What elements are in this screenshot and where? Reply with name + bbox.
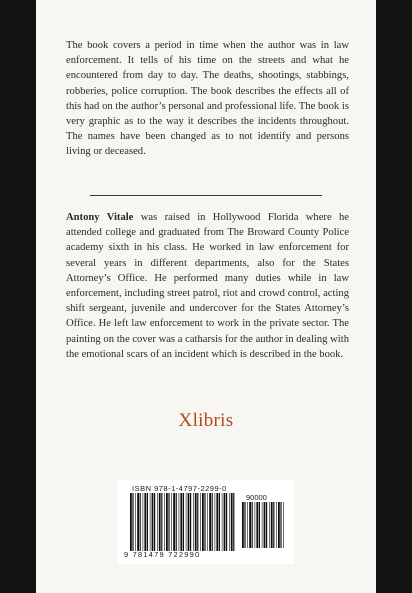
barcode-stripe xyxy=(273,502,274,548)
barcode-stripe xyxy=(216,493,218,551)
author-bio xyxy=(66,210,349,362)
barcode-stripe xyxy=(215,493,216,551)
price-code: 90000 xyxy=(246,493,267,502)
barcode-stripe xyxy=(144,493,146,551)
barcode-panel xyxy=(118,480,294,564)
barcode-stripe xyxy=(224,493,226,551)
barcode-stripe xyxy=(202,493,204,551)
barcode-stripe xyxy=(135,493,136,551)
back-cover xyxy=(36,0,376,593)
barcode-stripe xyxy=(179,493,180,551)
barcode-stripe xyxy=(222,493,223,551)
barcode-stripe xyxy=(264,502,266,548)
author-bio-text: was raised in Hollywood Florida where he attended college and graduated from The Broward County Police academy sixth in his class. He worked in law enforcement for several years in different departments, also for the States Attorney’s Office. He performed many duties while in law enforcement, including street patrol, riot and crowd control, acting shift sergeant, juvenile and undercover for the States Attorney’s Office. He left law enforcement to work in the private sector. The painting on the cover was a catharsis for the author in dealing with the emotional scars of an incident which is described in the book. xyxy=(66,212,349,360)
barcode-stripe xyxy=(164,493,165,551)
barcode-stripe xyxy=(262,502,263,548)
barcode-stripe xyxy=(204,493,205,551)
publisher-logo: Xlibris xyxy=(178,410,234,431)
barcode-stripe xyxy=(168,493,169,551)
barcode-stripe xyxy=(166,493,168,551)
barcode-stripe xyxy=(233,493,234,551)
barcode-stripe xyxy=(283,502,284,548)
barcode-stripe xyxy=(207,493,208,551)
barcode-stripe xyxy=(271,502,273,548)
barcode-stripe xyxy=(173,493,175,551)
barcode-stripe xyxy=(256,502,258,548)
barcode-stripe xyxy=(159,493,161,551)
barcode-stripe xyxy=(130,493,132,551)
barcode-stripe xyxy=(180,493,182,551)
ean-digits: 9 781479 722990 xyxy=(124,550,201,559)
barcode-stripe xyxy=(137,493,139,551)
barcode-stripe xyxy=(154,493,155,551)
barcode-stripe xyxy=(186,493,187,551)
barcode-stripe xyxy=(280,502,281,548)
author-name: Antony Vitale xyxy=(66,212,134,223)
barcode-stripe xyxy=(161,493,162,551)
barcode-stripe xyxy=(190,493,191,551)
barcode-stripe xyxy=(171,493,172,551)
price-barcode xyxy=(242,502,286,548)
barcode-stripe xyxy=(249,502,251,548)
barcode-stripe xyxy=(269,502,270,548)
barcode-stripe xyxy=(183,493,184,551)
isbn-label: ISBN 978-1-4797-2299-0 xyxy=(132,484,227,493)
barcode-stripe xyxy=(132,493,133,551)
ean-barcode xyxy=(130,493,236,551)
barcode-stripe xyxy=(195,493,197,551)
barcode-stripe xyxy=(244,502,245,548)
right-border xyxy=(376,0,412,593)
barcode-stripe xyxy=(152,493,154,551)
barcode-stripe xyxy=(252,502,253,548)
barcode-stripe xyxy=(143,493,144,551)
barcode-stripe xyxy=(157,493,158,551)
barcode-stripe xyxy=(209,493,211,551)
barcode-stripe xyxy=(193,493,194,551)
barcode-stripe xyxy=(219,493,220,551)
barcode-stripe xyxy=(255,502,256,548)
barcode-stripe xyxy=(197,493,198,551)
barcode-stripe xyxy=(229,493,230,551)
barcode-stripe xyxy=(147,493,148,551)
barcode-stripe xyxy=(200,493,201,551)
barcode-stripe xyxy=(188,493,190,551)
barcode-stripe xyxy=(278,502,280,548)
barcode-stripe xyxy=(226,493,227,551)
barcode-stripe xyxy=(276,502,277,548)
divider-rule xyxy=(90,195,322,196)
barcode-stripe xyxy=(242,502,244,548)
barcode-stripe xyxy=(259,502,260,548)
book-blurb: The book covers a period in time when the author was in law enforcement. It tells of his time on the streets and what he encountered from day to day. The deaths, shootings, stabbings, robberies, police corruption. The book describes the effects all of this had on the author’s personal and professional life. The book is very graphic as to the way it describes the incidents throughout. The names have been changed as to not identify and persons living or deceased. xyxy=(66,40,349,158)
barcode-stripe xyxy=(266,502,267,548)
barcode-stripe xyxy=(176,493,177,551)
left-border xyxy=(0,0,36,593)
barcode-stripe xyxy=(140,493,141,551)
barcode-stripe xyxy=(231,493,233,551)
barcode-stripe xyxy=(212,493,213,551)
barcode-stripe xyxy=(150,493,151,551)
barcode-stripe xyxy=(247,502,248,548)
